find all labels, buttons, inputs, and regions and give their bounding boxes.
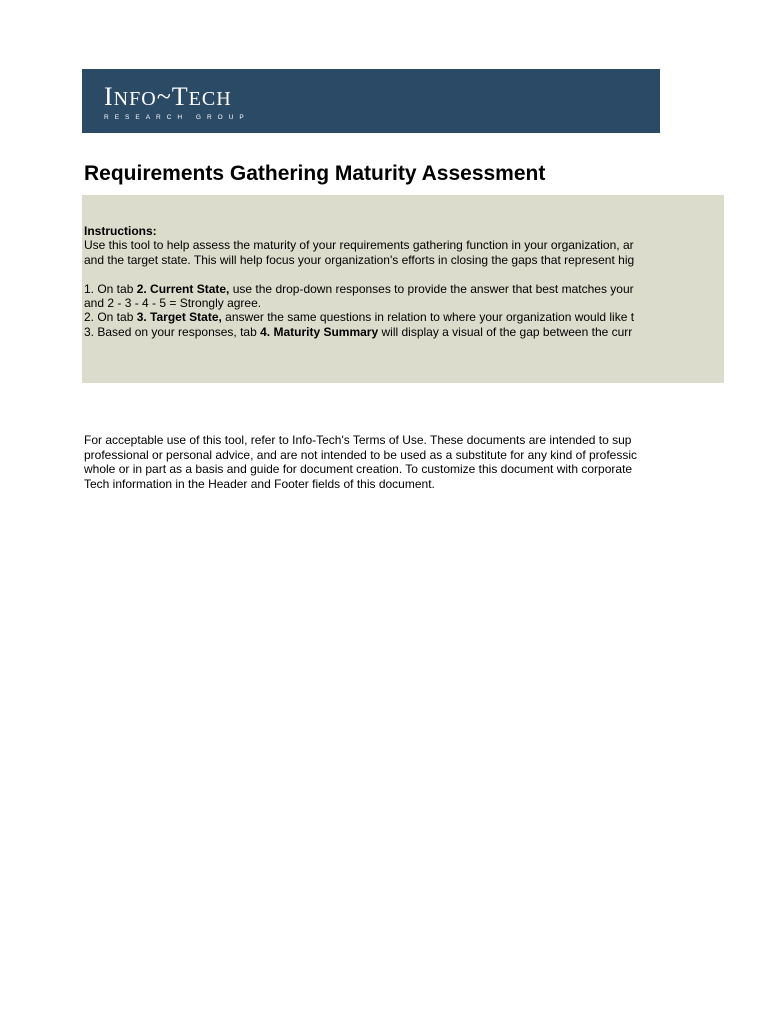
instructions-heading: Instructions: xyxy=(84,224,157,238)
terms-line-3: whole or in part as a basis and guide for document creation. To customize this document with corporate xyxy=(84,462,633,477)
instructions-panel xyxy=(82,195,724,383)
logo-subtitle: RESEARCH GROUP xyxy=(104,114,250,121)
logo-wordmark: INFO~TECH xyxy=(104,82,232,111)
header-banner xyxy=(82,69,660,133)
instructions-step-2: 2. On tab 3. Target State, answer the same questions in relation to where your organization would like t xyxy=(84,310,635,325)
tab-reference-maturity-summary: 4. Maturity Summary xyxy=(260,324,379,339)
page-title: Requirements Gathering Maturity Assessment xyxy=(84,162,546,185)
terms-line-4: Tech information in the Header and Footer fields of this document. xyxy=(84,476,435,491)
instructions-intro-line-1: Use this tool to help assess the maturity of your requirements gathering function in your organization, ar xyxy=(84,238,634,253)
tab-reference-current-state: 2. Current State, xyxy=(136,281,230,296)
terms-of-use-notice xyxy=(84,433,660,491)
instructions-step-1-continued: and 2 - 3 - 4 - 5 = Strongly agree. xyxy=(84,295,262,310)
terms-line-2: professional or personal advice, and are not intended to be used as a substitute for any kind of professic xyxy=(84,447,638,462)
instructions-intro-line-2: and the target state. This will help focus your organization's efforts in closing the gaps that represent hig xyxy=(84,252,635,267)
instructions-step-3: 3. Based on your responses, tab 4. Maturity Summary will display a visual of the gap between the curr xyxy=(84,324,633,339)
instructions-step-1: 1. On tab 2. Current State, use the drop-down responses to provide the answer that best matches your xyxy=(84,281,634,296)
info-tech-logo xyxy=(104,83,250,122)
spacer xyxy=(84,267,660,281)
tab-reference-target-state: 3. Target State, xyxy=(136,310,222,325)
instructions-text xyxy=(84,224,660,339)
terms-line-1: For acceptable use of this tool, refer to Info-Tech's Terms of Use. These documents are intended to sup xyxy=(84,433,632,447)
